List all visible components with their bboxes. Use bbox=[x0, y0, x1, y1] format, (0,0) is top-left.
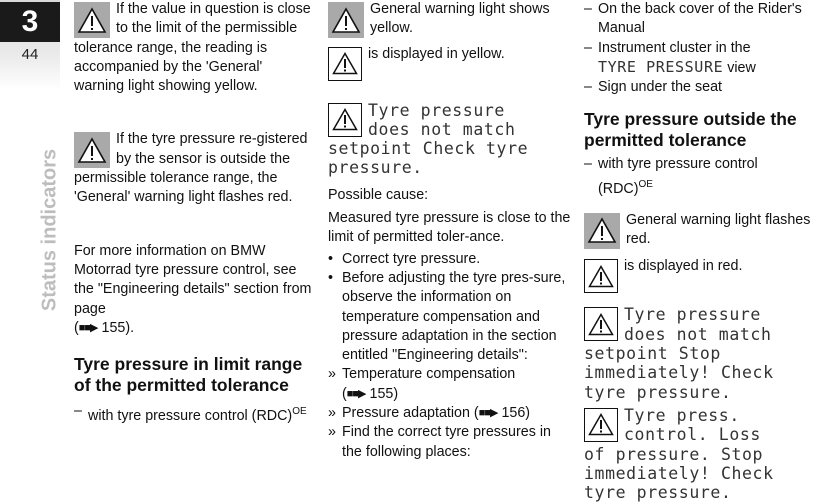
list-item: » Pressure adaptation (■■▶ 156) bbox=[328, 404, 572, 423]
open-paren: ( bbox=[74, 319, 79, 336]
chapter-number: 3 bbox=[0, 2, 60, 42]
display-text: Tyre pressure bbox=[368, 100, 505, 120]
display-text: control. Loss bbox=[624, 425, 761, 445]
more-info-text: For more information on BMW Motorrad tyre pressure control, see the "Engineering details" section from page bbox=[74, 242, 312, 317]
warning-triangle-grey-icon bbox=[584, 213, 620, 249]
page-reference-arrow-icon: ■■▶ bbox=[478, 407, 498, 420]
display-message-1 bbox=[328, 101, 572, 178]
list-item: – Instrument cluster in the TYRE PRESSURE view bbox=[584, 39, 756, 76]
measured-paragraph: Measured tyre pressure is close to the limit of permitted toler-ance. bbox=[328, 210, 571, 246]
display-text: tyre pressure. bbox=[584, 382, 732, 402]
display-text: setpoint Check tyre bbox=[328, 139, 529, 159]
display-text: does not match bbox=[624, 324, 772, 344]
places-list bbox=[584, 0, 814, 97]
general-yellow-text: General warning light shows yellow. bbox=[370, 1, 550, 37]
list-item: » Find the correct tyre pressures in the following places: bbox=[328, 424, 551, 460]
page-reference-arrow-icon: ■■▶ bbox=[346, 387, 366, 400]
warning-triangle-grey-icon bbox=[74, 132, 110, 168]
list-item: » Temperature compensation (■■▶ 155) bbox=[328, 365, 572, 404]
displayed-red-text: is displayed in red. bbox=[624, 258, 743, 275]
list-item: – On the back cover of the Rider's Manual bbox=[584, 1, 802, 37]
action-list bbox=[328, 250, 572, 462]
displayed-red-row bbox=[584, 257, 814, 276]
list-item: – with tyre pressure control (RDC)$^{OE}$ bbox=[584, 156, 758, 197]
warning-triangle-box-icon bbox=[328, 47, 362, 81]
rdc-list bbox=[584, 155, 814, 198]
yellow-info-paragraph bbox=[74, 0, 312, 96]
display-text: of pressure. Stop bbox=[584, 444, 764, 464]
display-message-2 bbox=[584, 305, 814, 401]
paragraph-yellow: If the value in question is close to the limit of the permissible tolerance range, the reading is accompanied by the 'General' warning light showing yellow. bbox=[74, 1, 311, 95]
warning-triangle-box-icon bbox=[584, 259, 618, 293]
page-ref[interactable]: 156) bbox=[501, 405, 531, 422]
displayed-yellow-text: is displayed in yellow. bbox=[368, 45, 505, 62]
rdc-list bbox=[74, 402, 312, 426]
warning-triangle-box-icon bbox=[584, 408, 618, 442]
warning-triangle-grey-icon bbox=[74, 2, 110, 38]
general-red-text: General warning light flashes red. bbox=[626, 211, 811, 248]
list-item: – Sign under the seat bbox=[584, 79, 722, 96]
page-number: 44 bbox=[21, 46, 39, 63]
red-info-paragraph bbox=[74, 130, 312, 207]
list-item: • Before adjusting the tyre pres-sure, observe the information on temperature compensation and pressure adaptation in the section entitled "Engineering details": bbox=[328, 269, 566, 364]
display-text: immediately! Check bbox=[584, 463, 774, 483]
heading-outside-tolerance: Tyre pressure outside the permitted tolerance bbox=[584, 109, 797, 151]
heading-limit-range: Tyre pressure in limit range of the permitted tolerance bbox=[74, 354, 303, 396]
chapter-title: Status indicators bbox=[38, 148, 61, 312]
page-ref[interactable]: 155) bbox=[369, 385, 399, 402]
paragraph-red: If the tyre pressure re-gistered by the sensor is outside the permissible tolerance range, the 'General' warning light flashes red. bbox=[74, 131, 308, 206]
display-text: pressure. bbox=[328, 158, 423, 178]
display-text: Tyre pressure bbox=[624, 305, 761, 325]
warning-triangle-box-icon bbox=[328, 103, 362, 137]
display-message-3 bbox=[584, 406, 814, 502]
display-text: immediately! Check bbox=[584, 363, 774, 383]
general-yellow-row bbox=[328, 0, 572, 39]
page-ref[interactable]: 155). bbox=[101, 319, 135, 336]
column-2 bbox=[328, 0, 572, 462]
display-text: does not match bbox=[368, 119, 516, 139]
displayed-yellow-row bbox=[328, 45, 572, 64]
display-text: Tyre press. bbox=[624, 405, 740, 425]
general-red-row bbox=[584, 211, 814, 250]
display-text: setpoint Stop bbox=[584, 344, 721, 364]
list-item: • Correct tyre pressure. bbox=[328, 250, 481, 267]
display-text: tyre pressure. bbox=[584, 483, 732, 502]
possible-cause-label: Possible cause: bbox=[328, 186, 429, 203]
warning-triangle-grey-icon bbox=[328, 2, 364, 38]
more-info-paragraph bbox=[74, 242, 312, 338]
column-3 bbox=[584, 0, 814, 502]
list-item: – with tyre pressure control (RDC)$^{OE}$ bbox=[74, 403, 307, 424]
column-1 bbox=[74, 0, 312, 426]
page-reference-arrow-icon: ■■▶ bbox=[78, 321, 98, 334]
warning-triangle-box-icon bbox=[584, 307, 618, 341]
